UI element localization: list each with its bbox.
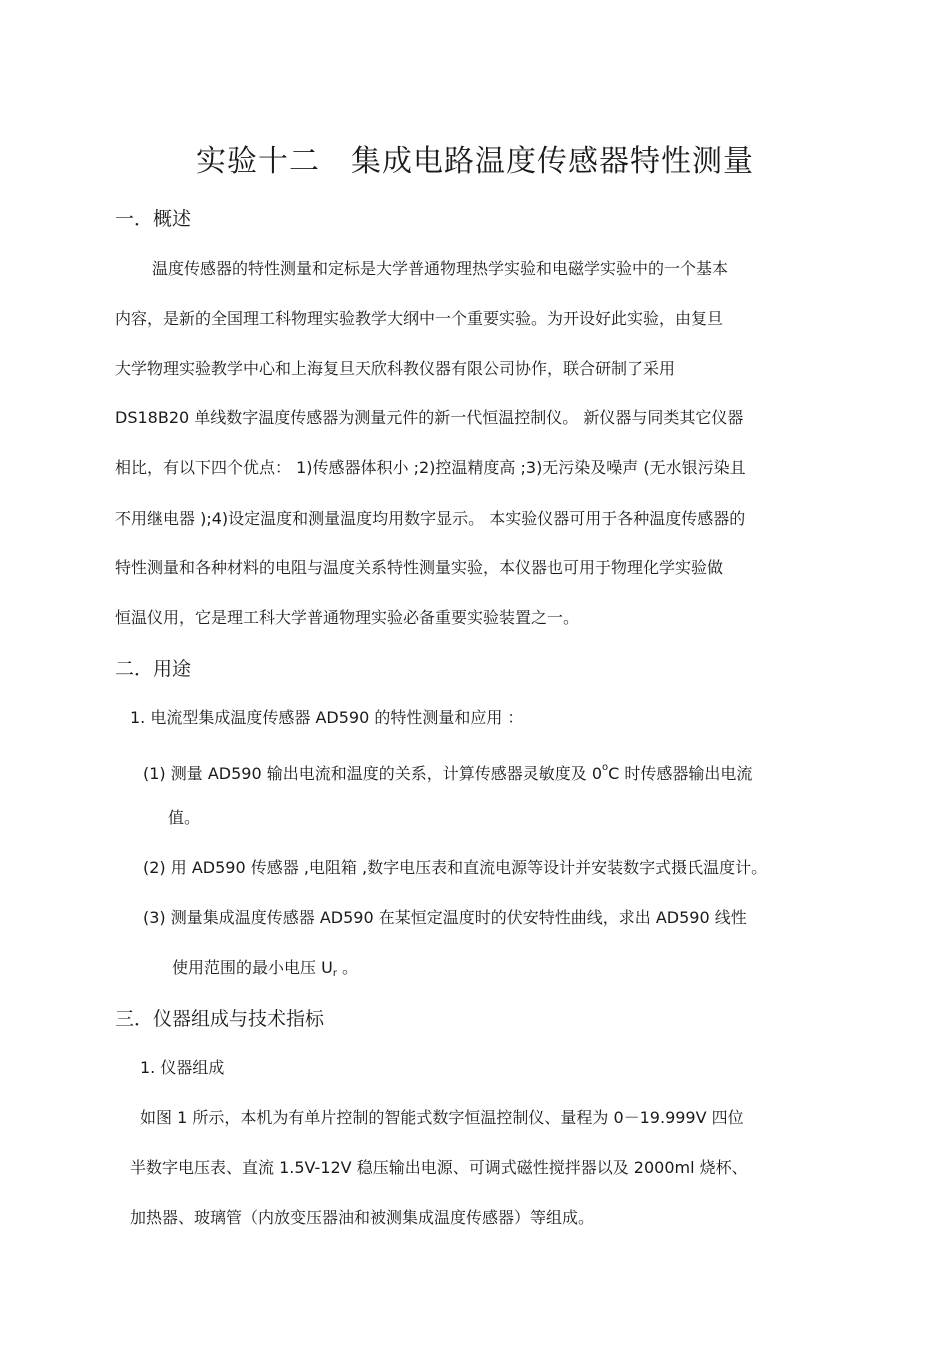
section-heading-uses: 二．用途 (115, 658, 192, 680)
page-title: 实验十二 集成电路温度传感器特性测量 (196, 144, 754, 179)
list-subitem-text: C 时传感器输出电流 (608, 764, 753, 783)
list-subitem-continuation: 值。 (168, 808, 201, 827)
paragraph-line: 如图 1 所示，本机为有单片控制的智能式数字恒温控制仪、量程为 0－19.999V 四位 (140, 1108, 744, 1127)
paragraph-line: 不用继电器 );4)设定温度和测量温度均用数字显示。 本实验仪器可用于各种温度传感器的 (115, 509, 746, 528)
paragraph-line: 相比，有以下四个优点： 1)传感器体积小 ;2)控温精度高 ;3)无污染及噪声 (无水银污染且 (115, 458, 746, 477)
list-subitem-text: (1) 测量 AD590 输出电流和温度的关系，计算传感器灵敏度及 0 (143, 764, 602, 783)
list-subitem-text: 。 (336, 958, 359, 977)
list-subitem (143, 757, 752, 785)
paragraph-line: 半数字电压表、直流 1.5V-12V 稳压输出电源、可调式磁性搅拌器以及 2000ml 烧杯、 (130, 1158, 748, 1177)
paragraph-line: 温度传感器的特性测量和定标是大学普通物理热学实验和电磁学实验中的一个基本 (152, 259, 729, 278)
list-subitem: (2) 用 AD590 传感器 ,电阻箱 ,数字电压表和直流电源等设计并安装数字式摄氏温度计。 (143, 858, 768, 877)
paragraph-line: 内容，是新的全国理工科物理实验教学大纲中一个重要实验。为开设好此实验，由复旦 (115, 309, 724, 328)
paragraph-line: 加热器、玻璃管（内放变压器油和被测集成温度传感器）等组成。 (130, 1208, 595, 1227)
section-heading-instrument: 三．仪器组成与技术指标 (115, 1008, 325, 1030)
list-subitem: (3) 测量集成温度传感器 AD590 在某恒定温度时的伏安特性曲线，求出 AD590 线性 (143, 908, 747, 927)
degree-symbol: o (602, 762, 609, 773)
section-heading-overview: 一．概述 (115, 208, 192, 230)
subscript-r: r (332, 968, 337, 979)
list-item: 1. 仪器组成 (140, 1058, 225, 1077)
list-item: 1. 电流型集成温度传感器 AD590 的特性测量和应用 ： (130, 708, 524, 727)
list-subitem-continuation (172, 957, 358, 985)
paragraph-line: 恒温仪用，它是理工科大学普通物理实验必备重要实验装置之一。 (115, 608, 580, 627)
paragraph-line: DS18B20 单线数字温度传感器为测量元件的新一代恒温控制仪。 新仪器与同类其它仪器 (115, 408, 744, 427)
paragraph-line: 特性测量和各种材料的电阻与温度关系特性测量实验，本仪器也可用于物理化学实验做 (115, 558, 724, 577)
paragraph-line: 大学物理实验教学中心和上海复旦天欣科教仪器有限公司协作，联合研制了采用 (115, 359, 676, 378)
list-subitem-text: 使用范围的最小电压 U (172, 958, 333, 977)
